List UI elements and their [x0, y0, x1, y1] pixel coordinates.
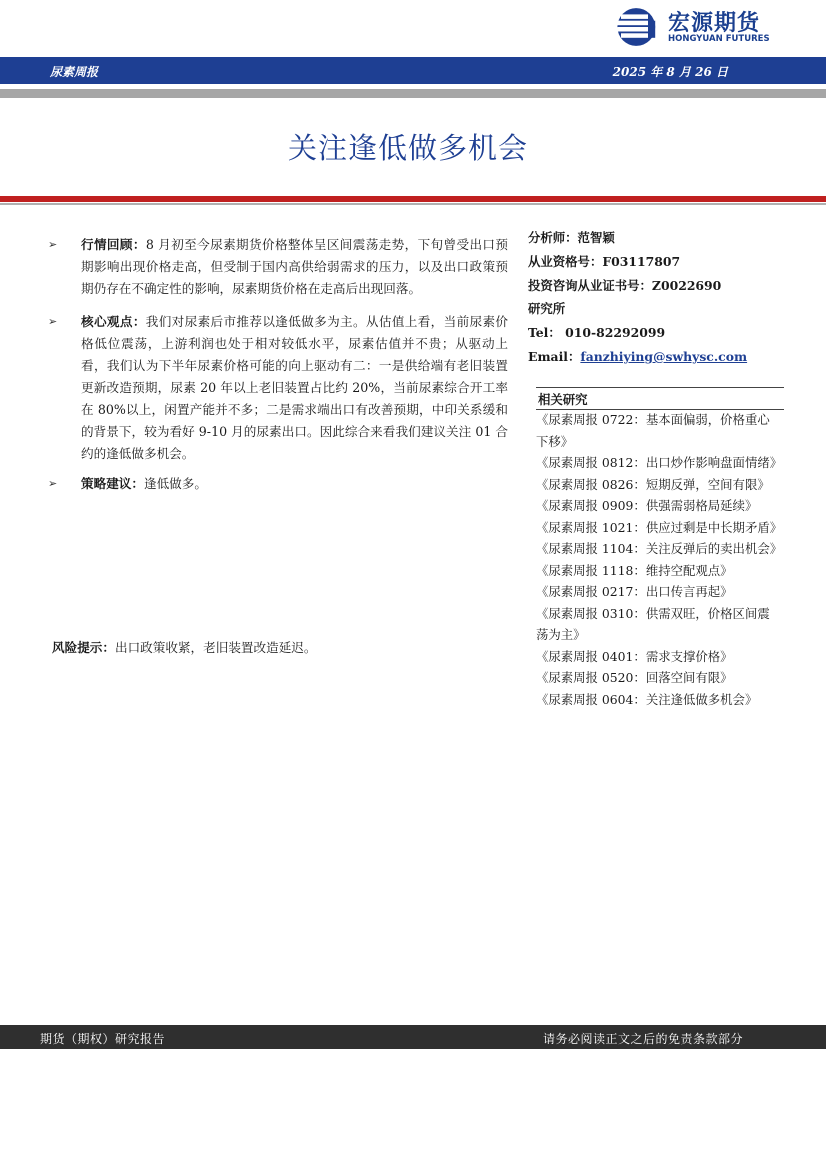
related-item[interactable]: 《尿素周报 1021：供应过剩是中长期矛盾》 [536, 519, 783, 535]
related-item[interactable]: 《尿素周报 0722：基本面偏弱，价格重心下移》 [536, 412, 770, 449]
analyst-dept: 研究所 [528, 301, 566, 316]
report-date: 2025 年 8 月 26 日 [612, 65, 728, 79]
footer-report-type: 期货（期权）研究报告 [40, 1032, 166, 1046]
analyst-tel: Tel： 010-82292099 [528, 325, 666, 340]
email-label: Email： [528, 349, 581, 364]
bullet-text: 我们对尿素后市推荐以逢低做多为主。从估值上看，当前尿素价格低位震荡，上游利润也处于相对较低水平，尿素估值并不贵；从驱动上看，我们认为下半年尿素价格可能的向上驱动有二：一是供给端有老旧装置更新改造预期，尿素 20 年以上老旧装置占比约 20%，当前尿素综合开工率在 80%以上，闲置产能并不多；二是需求端出口有改善预期，中印关系缓和的背景下，较为看好 9-10 月的尿素出口。因此综合来看我们建议关注 01 合约的逢低做多机会。 [81, 314, 509, 461]
analyst-qualification: 从业资格号：F03117807 [528, 254, 681, 269]
header-divider [0, 89, 826, 98]
related-item[interactable]: 《尿素周报 1104：关注反弹后的卖出机会》 [536, 541, 783, 556]
risk-text: 出口政策收紧，老旧装置改造延迟。 [114, 640, 317, 655]
related-item[interactable]: 《尿素周报 0812：出口炒作影响盘面情绪》 [536, 455, 783, 470]
risk-note: 风险提示：出口政策收紧，老旧装置改造延迟。 [52, 640, 317, 655]
bullet-label: 核心观点 [81, 314, 133, 329]
risk-label: 风险提示 [52, 640, 103, 655]
bullet-core-view: ➢ 核心观点：我们对尿素后市推荐以逢低做多为主。从估值上看，当前尿素价格低位震荡，上游利润也处于相对较低水平，尿素估值并不贵；从驱动上看，我们认为下半年尿素价格可能的向上驱动有二：一是供给端有老旧装置更新改造预期，尿素 20 年以上老旧装置占比约 20%，当前尿素综合开工率在 80%以上，闲置产能并不多；二是需求端出口有改善预期，中印关系缓和的背景下，较为看好 9-10 月的尿素出口。因此综合来看我们建议关注 01 合约的逢低做多机会。 [48, 311, 508, 465]
related-item[interactable]: 《尿素周报 0909：供强需弱格局延续》 [536, 498, 758, 513]
related-item[interactable]: 《尿素周报 0604：关注逢低做多机会》 [536, 691, 758, 707]
arrow-bullet-icon: ➢ [48, 315, 58, 328]
bullet-market-review: ➢ 行情回顾：8 月初至今尿素期货价格整体呈区间震荡走势，下旬曾受出口预期影响出现价格走高，但受制于国内高供给弱需求的压力，以及出口政策预期仍存在不确定性的影响，尿素期货价格在走高后出现回落。 [48, 234, 508, 300]
arrow-bullet-icon: ➢ [48, 477, 58, 490]
bullet-text: 逢低做多。 [143, 476, 207, 491]
email-link[interactable]: fanzhiying@swhysc.com [580, 349, 748, 364]
hongyuan-logo-icon [612, 4, 666, 50]
page-title: 关注逢低做多机会 [287, 131, 528, 165]
bullet-text: 8 月初至今尿素期货价格整体呈区间震荡走势，下旬曾受出口预期影响出现价格走高，但受制于国内高供给弱需求的压力，以及出口政策预期仍存在不确定性的影响，尿素期货价格在走高后出现回落。 [81, 237, 508, 296]
arrow-bullet-icon: ➢ [48, 238, 58, 251]
footer-bar [0, 1025, 826, 1049]
analyst-name: 分析师：范智颖 [528, 230, 615, 245]
analyst-certificate: 投资咨询从业证书号：Z0022690 [528, 278, 722, 293]
related-item[interactable]: 《尿素周报 0310：供需双旺，价格区间震荡为主》 [536, 605, 770, 642]
related-item[interactable]: 《尿素周报 1118：维持空配观点》 [536, 562, 733, 578]
analyst-email-row [528, 347, 747, 365]
logo-subtext: HONGYUAN FUTURES [668, 34, 770, 44]
bullet-label: 行情回顾 [81, 237, 133, 252]
related-research-list [536, 409, 782, 710]
header-bar [0, 57, 826, 84]
report-type: 尿素周报 [50, 65, 99, 79]
related-research-title: 相关研究 [536, 387, 784, 410]
footer-disclaimer: 请务必阅读正文之后的免责条款部分 [542, 1032, 743, 1046]
related-item[interactable]: 《尿素周报 0217：出口传言再起》 [536, 584, 733, 599]
related-item[interactable]: 《尿素周报 0520：回落空间有限》 [536, 670, 733, 685]
title-divider-shadow [0, 203, 826, 205]
title-divider [0, 196, 826, 202]
related-item[interactable]: 《尿素周报 0401：需求支撑价格》 [536, 648, 733, 664]
related-item[interactable]: 《尿素周报 0826：短期反弹，空间有限》 [536, 476, 770, 492]
logo-text: 宏源期货 [668, 11, 761, 36]
bullet-strategy: ➢ 策略建议：逢低做多。 [48, 473, 508, 495]
bullet-label: 策略建议 [81, 476, 132, 491]
